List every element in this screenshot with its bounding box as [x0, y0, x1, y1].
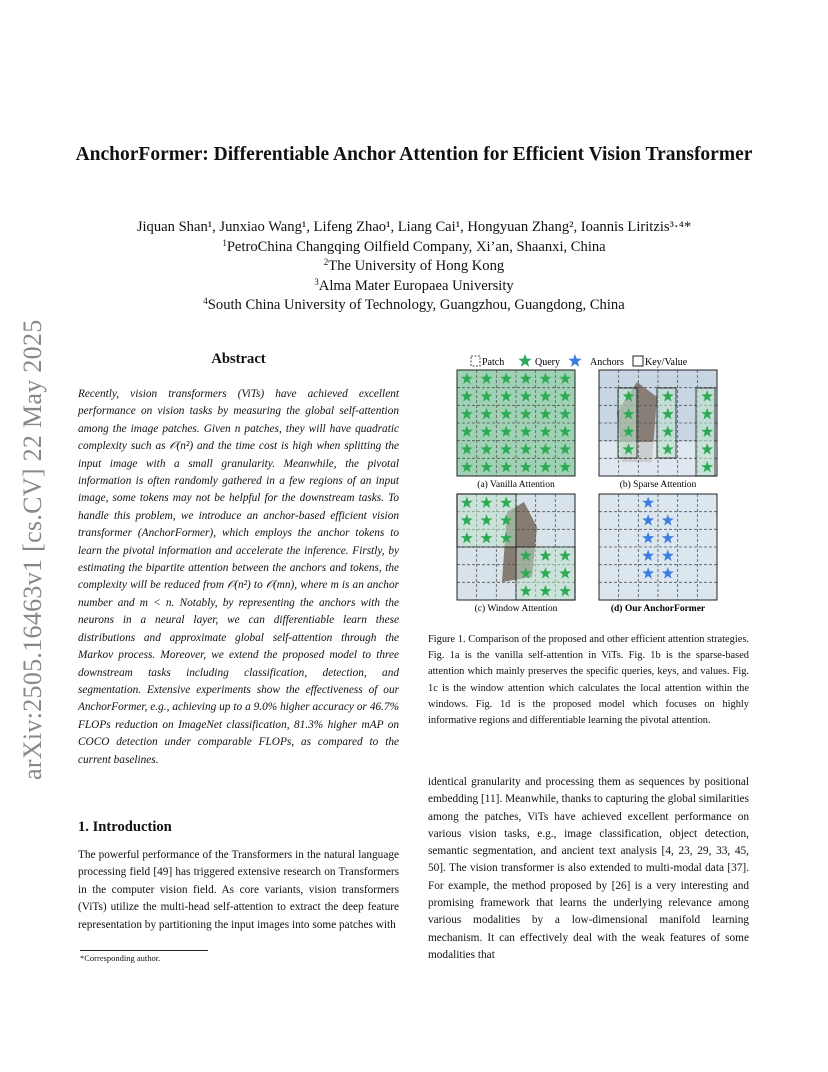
legend-patch: Patch [482, 357, 505, 368]
authors-line: Jiquan Shan¹, Junxiao Wang¹, Lifeng Zhao¹, Liang Cai¹, Hongyuan Zhang², Ioannis Liritzis³·⁴* [136, 219, 692, 235]
figure-legend [471, 354, 688, 368]
panel-a-label: (a) Vanilla Attention [477, 480, 555, 490]
legend-query: Query [535, 357, 560, 368]
arxiv-stamp: arXiv:2505.16463v1 [cs.CV] 22 May 2025 [18, 319, 47, 780]
panel-c-label: (c) Window Attention [474, 604, 558, 614]
footnote: *Corresponding author. [80, 953, 161, 963]
figure-1 [452, 352, 752, 617]
panel-sparse-attention [599, 370, 717, 490]
author-block [60, 218, 768, 316]
introduction-heading: 1. Introduction [78, 819, 172, 835]
affiliation-4: $^4$South China University of Technology, Guangzhou, Guangdong, China [203, 296, 625, 314]
figure-caption: Figure 1. Comparison of the proposed and other efficient attention strategies. Fig. 1a is the vanilla self-attention in ViTs. Fig. 1b is the sparse-based attention which mainly preserves the specific queries, keys, and values. Fig. 1c is the window attention which calculates the local attention within the windows. Fig. 1d is the proposed model which focuses on highly informative regions and differentiable learning the pivotal attention. [428, 634, 749, 727]
abstract-heading: Abstract [211, 351, 266, 367]
introduction-text: The powerful performance of the Transformers in the natural language processing field [49] has triggered extensive research on Transformers in the computer vision field. As core variants, vision transformers (ViTs) utilize the multi-head self-attention to extract the deep feature representation by partitioning the input images into some patches with [78, 849, 399, 931]
query-star-icon [518, 354, 532, 367]
panel-window-attention [457, 494, 575, 614]
panel-vanilla-attention [457, 370, 575, 490]
abstract-text: Recently, vision transformers (ViTs) have achieved excellent performance on vision tasks by measuring the global self-attention among the image patches. Given n patches, they will have quadratic complexity such as 𝒪(n²) and the time cost is high when splitting the input image with a small granularity. Meanwhile, the pivotal information is often randomly gathered in a few regions of an input image, some tokens may not be helpful for the downstream tasks. To handle this problem, we introduce an anchor-based efficient vision transformer (AnchorFormer), which employs the anchor tokens to learn the pivotal information and accelerate the inference. Firstly, by estimating the bipartite attention between the anchors and tokens, the complexity will be reduced from 𝒪(n²) to 𝒪(mn), where m is an anchor number and m < n. Notably, by representing the anchors with the neurons in a neural layer, we can differentiable learn these distributions and approximate global self-attention through the Markov process. Moreover, we extend the proposed model to three downstream tasks including classification, detection, and segmentation. Extensive experiments show the effectiveness of our AnchorFormer, e.g., achieving up to a 9.0% higher accuracy or 46.7% FLOPs reduction on ImageNet classification, 81.3% higher mAP on COCO detection under comparable FLOPs, as compared to the current baselines. [78, 388, 399, 766]
right-column-text: identical granularity and processing them as sequences by positional embedding [11]. Meanwhile, thanks to capturing the global similarities among the patches, ViTs have achieved excellent performance on various vision tasks, e.g., image classification, object detection, semantic segmentation, and ancient text analysis [4, 23, 29, 33, 45, 50]. The vision transformer is also extended to multi-modal data [37]. For example, the method proposed by [26] is a very interesting and promising framework that learns the underlying relevance among various modalities by a low-dimensional manifold learning mechanism. It can effectively deal with the weak features of some modalities that [428, 776, 749, 961]
footnote-rule [80, 950, 208, 951]
affiliation-1: $^1$PetroChina Changqing Oilfield Company, Xi’an, Shaanxi, China [222, 237, 606, 255]
affiliation-2: $^2$The University of Hong Kong [323, 257, 505, 275]
affiliation-3: $^3$Alma Mater Europaea University [314, 276, 514, 294]
anchor-star-icon [568, 354, 582, 367]
legend-anchors: Anchors [590, 357, 624, 368]
panel-d-label: (d) Our AnchorFormer [610, 604, 706, 614]
legend-keyvalue: Key/Value [645, 357, 688, 368]
panel-anchorformer [599, 494, 717, 614]
paper-title: AnchorFormer: Differentiable Anchor Attention for Efficient Vision Transformer [75, 144, 753, 165]
panel-b-label: (b) Sparse Attention [619, 480, 697, 490]
